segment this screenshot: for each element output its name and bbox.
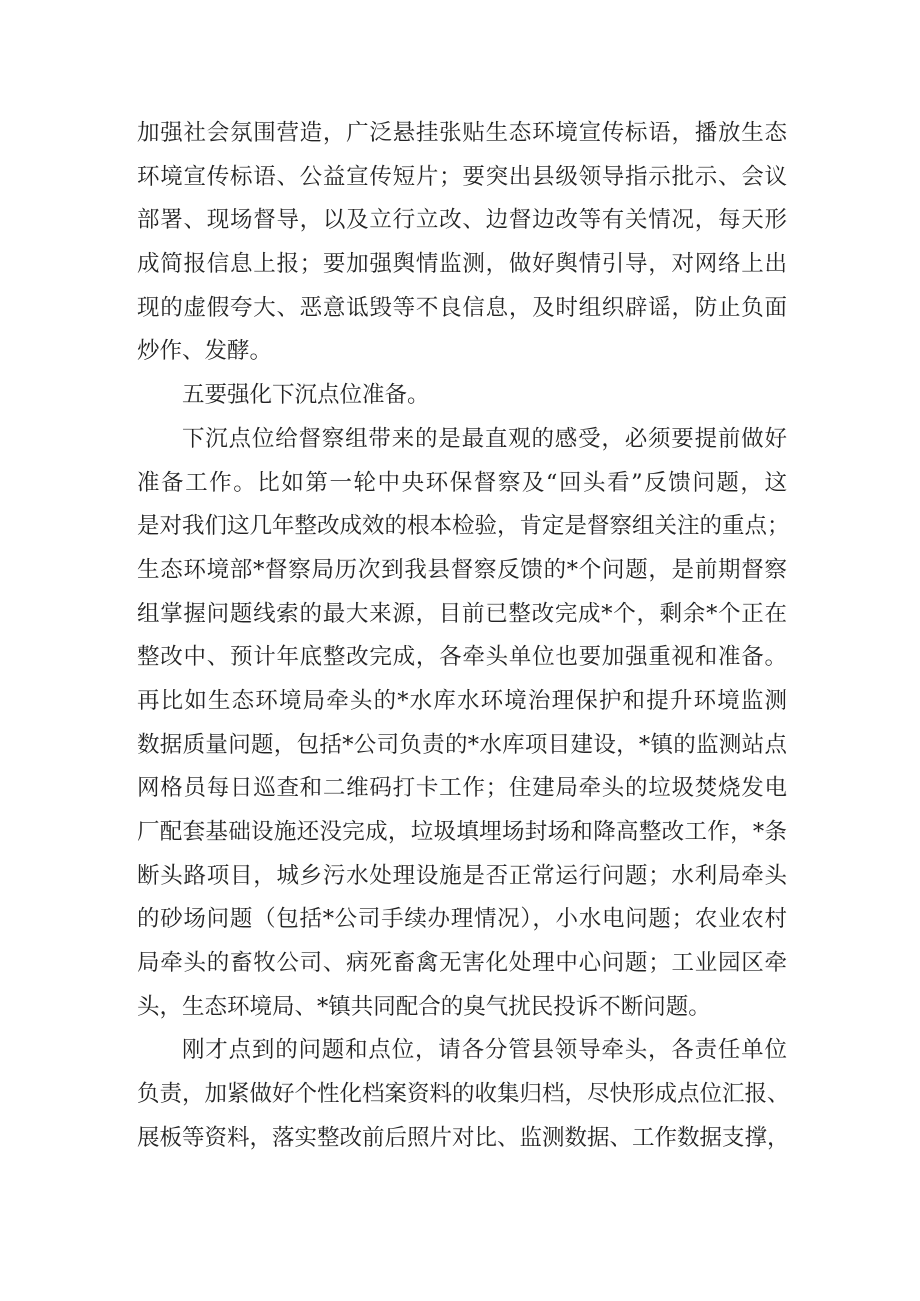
text-line: 头，生态环境局、*镇共同配合的臭气扰民投诉不断问题。 — [137, 993, 711, 1020]
text-line: 展板等资料，落实整改前后照片对比、监测数据、工作数据支撑， — [137, 1124, 790, 1151]
document-body — [137, 112, 790, 1161]
text-line: 生态环境部*督察局历次到我县督察反馈的*个问题，是前期督察 — [137, 556, 787, 583]
section-heading: 五要强化下沉点位准备。 — [182, 382, 430, 409]
text-line: 环境宣传标语、公益宣传短片；要突出县级领导指示批示、会议 — [137, 163, 787, 190]
text-line: 刚才点到的问题和点位，请各分管县领导牵头，各责任单位 — [182, 1037, 787, 1064]
text-line: 组掌握问题线索的最大来源，目前已整改完成*个，剩余*个正在 — [137, 600, 787, 627]
text-line: 炒作、发酵。 — [137, 338, 273, 365]
text-line: 部署、现场督导，以及立行立改、边督边改等有关情况，每天形 — [137, 207, 787, 234]
text-line: 现的虚假夸大、恶意诋毁等不良信息，及时组织辟谣，防止负面 — [137, 294, 787, 321]
text-line: 再比如生态环境局牵头的*水库水环境治理保护和提升环境监测 — [137, 687, 787, 714]
text-line: 厂配套基础设施还没完成，垃圾填埋场封场和降高整改工作，*条 — [137, 819, 787, 845]
text-line: 加强社会氛围营造，广泛悬挂张贴生态环境宣传标语，播放生态 — [137, 120, 787, 146]
text-line: 负责，加紧做好个性化档案资料的收集归档，尽快形成点位汇报、 — [137, 1081, 790, 1108]
text-line: 准备工作。比如第一轮中央环保督察及“回头看”反馈问题，这 — [137, 469, 787, 496]
text-line: 下沉点位给督察组带来的是最直观的感受，必须要提前做好 — [182, 425, 787, 452]
text-line: 的砂场问题（包括*公司手续办理情况），小水电问题；农业农村 — [137, 906, 787, 933]
text-line: 网格员每日巡查和二维码打卡工作；住建局牵头的垃圾焚烧发电 — [137, 775, 787, 802]
text-line: 整改中、预计年底整改完成，各牵头单位也要加强重视和准备。 — [137, 644, 787, 671]
text-line: 是对我们这几年整改成效的根本检验，肯定是督察组关注的重点； — [137, 513, 790, 540]
text-line: 成简报信息上报；要加强舆情监测，做好舆情引导，对网络上出 — [137, 251, 787, 278]
text-line: 数据质量问题，包括*公司负责的*水库项目建设，*镇的监测站点 — [137, 731, 787, 758]
text-line: 局牵头的畜牧公司、病死畜禽无害化处理中心问题；工业园区牵 — [137, 950, 787, 977]
text-line: 断头路项目，城乡污水处理设施是否正常运行问题；水利局牵头 — [137, 862, 787, 889]
